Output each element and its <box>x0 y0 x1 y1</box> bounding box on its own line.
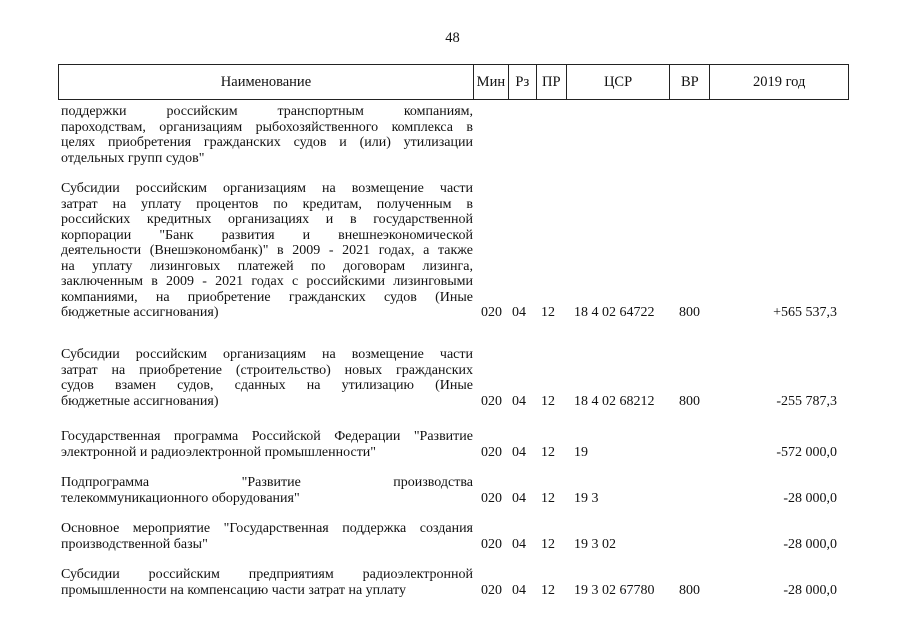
row-name-line: Подпрограмма "Развитие производства <box>61 475 473 490</box>
row-name-line: затрат на уплату процентов по кредитам, полученным в <box>61 196 473 212</box>
row-name-line: затрат на приобретение (строительство) новых гражданских <box>61 362 473 378</box>
row-name-line: Субсидии российским предприятиям радиоэлектронной <box>61 567 473 582</box>
row-name-line: российских кредитных организациях и в государственной <box>61 212 473 227</box>
row-name-line: Субсидии российским организациям на возмещение части <box>61 181 473 196</box>
row-name-line: телекоммуникационного оборудования" <box>61 490 300 506</box>
header-pr: ПР <box>537 65 567 99</box>
row-amount: -28 000,0 <box>783 536 837 552</box>
row-name-line: бюджетные ассигнования) <box>61 393 219 409</box>
row-pr: 12 <box>541 305 555 320</box>
row-name <box>61 104 473 166</box>
row-rz: 04 <box>512 305 526 320</box>
row-name-line: Основное мероприятие "Государственная поддержка создания <box>61 521 473 536</box>
row-vr: 800 <box>679 582 700 598</box>
row-name-line: промышленности на компенсацию части затрат на уплату <box>61 582 406 598</box>
row-name-line: электронной и радиоэлектронной промышленности" <box>61 444 377 460</box>
header-min: Мин <box>474 65 509 99</box>
row-rz: 04 <box>512 393 526 409</box>
row-name-line: Государственная программа Российской Федерации "Развитие <box>61 429 473 444</box>
row-csr: 18 4 02 64722 <box>574 305 655 320</box>
row-name-line: пароходствам, организациям рыбохозяйственного комплекса в <box>61 119 473 135</box>
page-number: 48 <box>445 30 460 46</box>
row-name-line: целях приобретения гражданских судов и (или) утилизации <box>61 135 473 150</box>
header-rz: Рз <box>509 65 537 99</box>
row-name-line: отдельных групп судов" <box>61 150 205 166</box>
row-name-line: деятельности (Внешэкономбанк)" в 2009 - 2021 годах, а также <box>61 243 473 258</box>
row-name <box>61 521 473 552</box>
row-amount: -255 787,3 <box>776 393 837 409</box>
row-name <box>61 347 473 409</box>
row-csr: 19 3 02 67780 <box>574 582 655 598</box>
row-name <box>61 429 473 460</box>
row-min: 020 <box>481 305 502 320</box>
row-rz: 04 <box>512 444 526 460</box>
header-year: 2019 год <box>752 73 806 90</box>
row-name-line: заключенным в 2009 - 2021 годах с российскими лизинговыми <box>61 274 473 289</box>
row-name <box>61 567 473 598</box>
row-rz: 04 <box>512 536 526 552</box>
row-name-line: бюджетные ассигнования) <box>61 305 219 320</box>
row-amount: -28 000,0 <box>783 582 837 598</box>
row-amount: -572 000,0 <box>776 444 837 460</box>
row-vr: 800 <box>679 305 700 320</box>
row-name <box>61 475 473 506</box>
row-min: 020 <box>481 582 502 598</box>
row-name <box>61 181 473 321</box>
header-vr: ВР <box>670 65 710 99</box>
header-name: Наименование <box>59 65 474 99</box>
row-pr: 12 <box>541 582 555 598</box>
row-name-line: корпорации "Банк развития и внешнеэкономической <box>61 227 473 243</box>
row-name-line: судов взамен судов, сданных на утилизацию (Иные <box>61 378 473 393</box>
row-csr: 19 <box>574 444 588 460</box>
row-csr: 18 4 02 68212 <box>574 393 655 409</box>
row-min: 020 <box>481 444 502 460</box>
table-header <box>58 64 849 100</box>
row-name-line: поддержки российским транспортным компаниям, <box>61 104 473 119</box>
row-csr: 19 3 02 <box>574 536 616 552</box>
row-amount: -28 000,0 <box>783 490 837 506</box>
row-name-line: Субсидии российским организациям на возмещение части <box>61 347 473 362</box>
row-pr: 12 <box>541 393 555 409</box>
row-amount: +565 537,3 <box>773 305 837 320</box>
row-name-line: производственной базы" <box>61 536 208 552</box>
row-name-line: компаниями, на приобретение гражданских судов (Иные <box>61 289 473 305</box>
row-csr: 19 3 <box>574 490 599 506</box>
row-pr: 12 <box>541 444 555 460</box>
row-pr: 12 <box>541 490 555 506</box>
row-min: 020 <box>481 393 502 409</box>
row-rz: 04 <box>512 490 526 506</box>
row-rz: 04 <box>512 582 526 598</box>
row-pr: 12 <box>541 536 555 552</box>
row-vr: 800 <box>679 393 700 409</box>
header-csr: ЦСР <box>567 65 671 99</box>
row-min: 020 <box>481 490 502 506</box>
row-min: 020 <box>481 536 502 552</box>
row-name-line: на уплату лизинговых платежей по договорам лизинга, <box>61 258 473 274</box>
